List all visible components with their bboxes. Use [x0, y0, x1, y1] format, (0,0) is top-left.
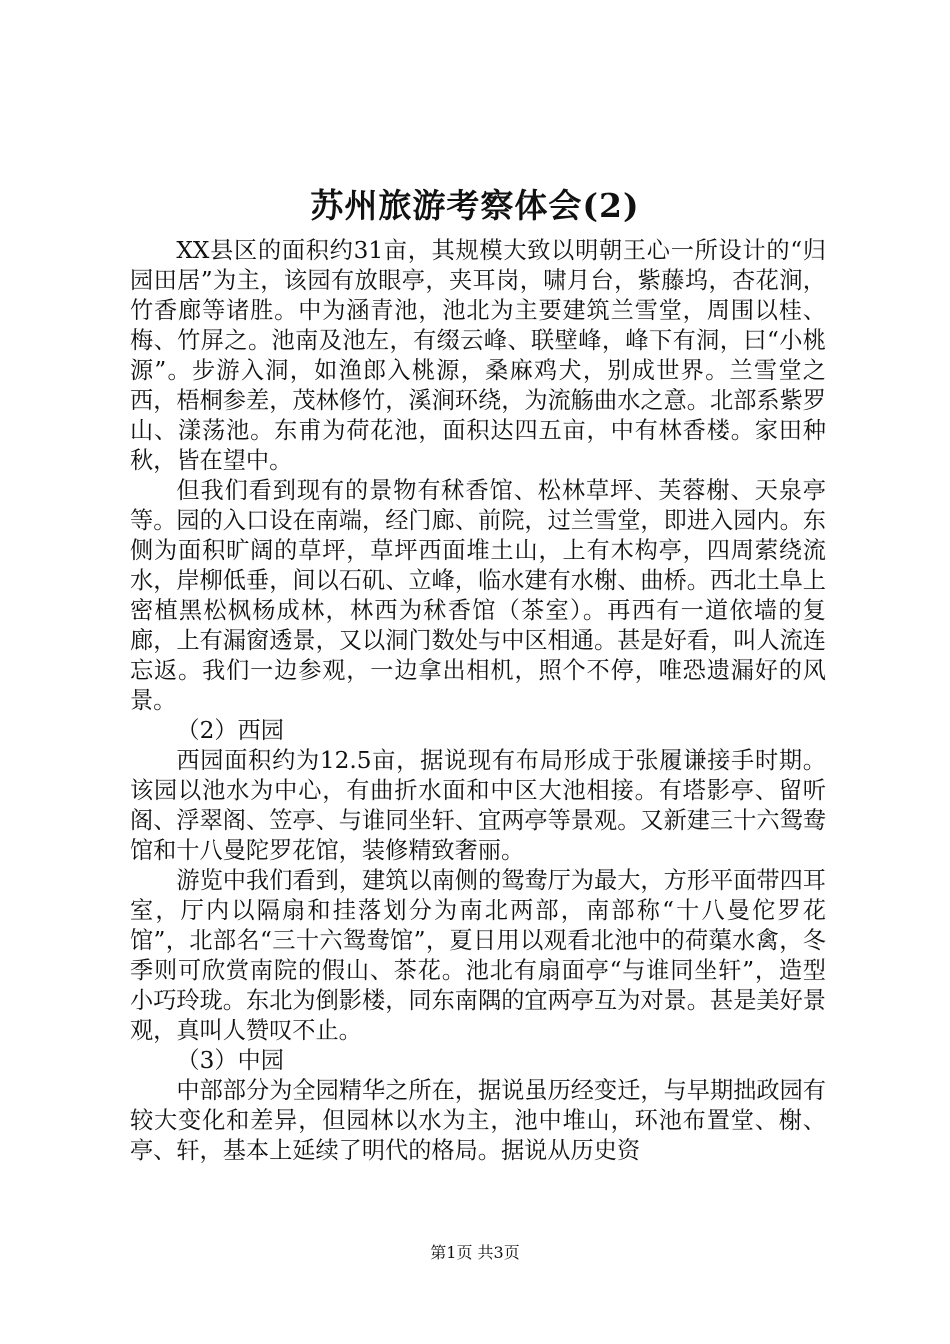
paragraph-east-garden-visit: 但我们看到现有的景物有秫香馆、松林草坪、芙蓉榭、天泉亭等。园的入口设在南端，经门廊、前院，过兰雪堂，即进入园内。东侧为面积旷阔的草坪，草坪西面堆土山，上有木构亭，四周萦绕流水，岸柳低垂，间以石矶、立峰，临水建有水榭、曲桥。西北土阜上密植黑松枫杨成林，林西为秫香馆（茶室）。再西有一道依墙的复廊，上有漏窗透景，又以洞门数处与中区相通。甚是好看，叫人流连忘返。我们一边参观，一边拿出相机，照个不停，唯恐遗漏好的风景。	[130, 477, 826, 714]
paragraph-middle-garden-intro: 中部部分为全园精华之所在，据说虽历经变迁，与早期拙政园有较大变化和差异，但园林以水为主，池中堆山，环池布置堂、榭、亭、轩，基本上延续了明代的格局。据说从历史资	[130, 1077, 826, 1164]
section-heading-middle-garden: （3）中园	[176, 1047, 284, 1074]
document-title: 苏州旅游考察体会(2)	[310, 186, 640, 225]
section-heading-west-garden: （2）西园	[176, 717, 284, 744]
paragraph-west-garden-intro: 西园面积约为12.5亩，据说现有布局形成于张履谦接手时期。该园以池水为中心，有曲折水面和中区大池相接。有塔影亭、留听阁、浮翠阁、笠亭、与谁同坐轩、宜两亭等景观。又新建三十六鸳鸯馆和十八曼陀罗花馆，装修精致奢丽。	[130, 747, 826, 864]
paragraph-west-garden-visit: 游览中我们看到，建筑以南侧的鸳鸯厅为最大，方形平面带四耳室，厅内以隔扇和挂落划分为南北两部，南部称“十八曼佗罗花馆”，北部名“三十六鸳鸯馆”，夏日用以观看北池中的荷蕖水禽，冬季则可欣赏南院的假山、茶花。池北有扇面亭“与谁同坐轩”，造型小巧玲珑。东北为倒影楼，同东南隅的宜两亭互为对景。甚是美好景观，真叫人赞叹不止。	[130, 867, 826, 1044]
paragraph-east-garden-intro: XX县区的面积约31亩，其规模大致以明朝王心一所设计的“归园田居”为主，该园有放眼亭，夹耳岗，啸月台，紫藤坞，杏花涧，竹香廊等诸胜。中为涵青池，池北为主要建筑兰雪堂，周围以桂、梅、竹屏之。池南及池左，有缀云峰、联壁峰，峰下有洞，曰“小桃源”。步游入洞，如渔郎入桃源，桑麻鸡犬，别成世界。兰雪堂之西，梧桐参差，茂林修竹，溪涧环绕，为流觞曲水之意。北部系紫罗山、漾荡池。东甫为荷花池，面积达四五亩，中有林香楼。家田种秋，皆在望中。	[130, 237, 826, 474]
document-body	[130, 236, 826, 1166]
page-footer: 第1页 共3页	[430, 1243, 520, 1262]
